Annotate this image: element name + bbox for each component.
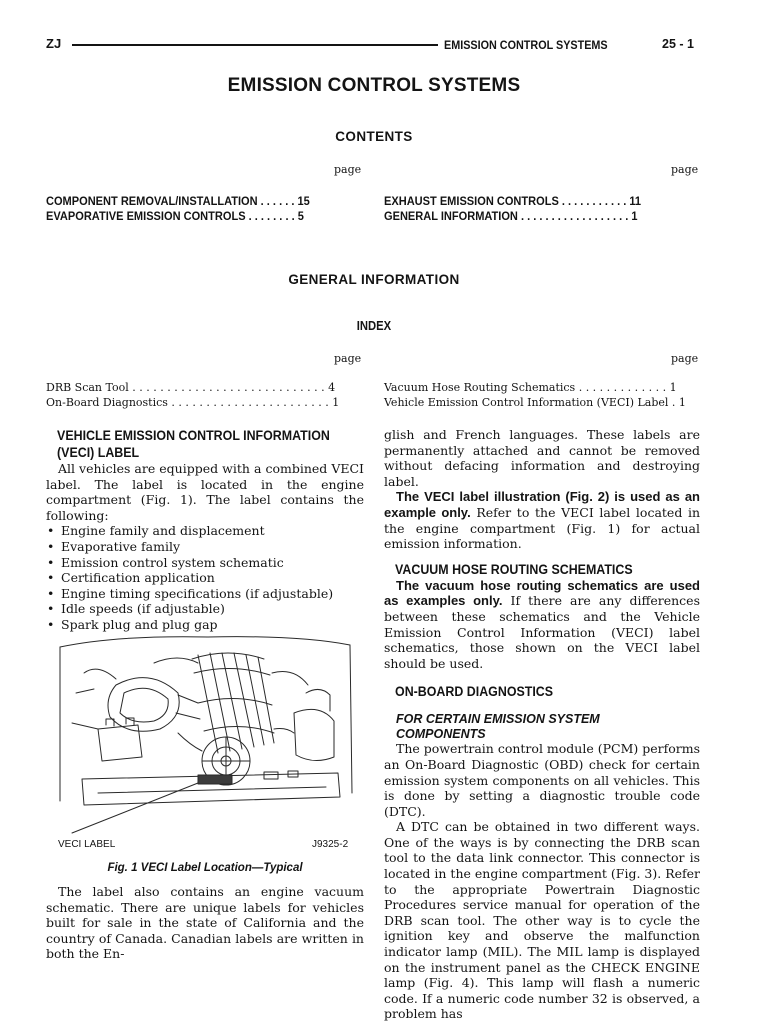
general-information-heading: GENERAL INFORMATION	[288, 272, 460, 287]
list-item: • Evaporative family	[46, 539, 364, 555]
figure-id: J9325-2	[312, 839, 349, 850]
list-item: • Engine family and displacement	[46, 523, 364, 539]
running-header-page-number: 25 - 1	[662, 37, 694, 51]
toc-entry[interactable]	[384, 209, 638, 223]
example-paragraph	[384, 489, 700, 551]
veci-heading-line-1: VEHICLE EMISSION CONTROL INFORMATION	[57, 428, 330, 443]
obd-heading: ON-BOARD DIAGNOSTICS	[395, 684, 554, 700]
toc-entry-page: 11	[629, 194, 642, 208]
index-leader: . . . . . . . . . . . . . . . . . . . . . . .	[167, 396, 333, 409]
engine-compartment-figure	[58, 633, 354, 853]
list-item: • Emission control system schematic	[46, 555, 364, 571]
toc-entry-page: 1	[631, 209, 638, 223]
index-entry-page: 1	[669, 381, 677, 394]
example-emphasis: The VECI label illustration (Fig. 2) is used as an example only.	[384, 489, 700, 520]
toc-entry-label: GENERAL INFORMATION	[384, 209, 518, 223]
index-entry[interactable]	[384, 396, 686, 409]
toc-entry[interactable]	[46, 209, 304, 223]
continued-paragraph: glish and French languages. These labels are permanently attached and cannot be removed without defacing information and destroying label.	[384, 427, 700, 489]
obd-subheading-line-1: FOR CERTAIN EMISSION SYSTEM	[396, 712, 600, 727]
obd-subheading-line-2: COMPONENTS	[396, 726, 486, 741]
right-column	[384, 427, 700, 1022]
index-entry[interactable]	[384, 381, 677, 394]
toc-entry[interactable]	[46, 194, 310, 208]
index-leader: . . . . . . . . . . . . . . . . . . . . . . . . . . . .	[128, 381, 329, 394]
veci-contents-list	[46, 523, 364, 632]
running-header-section: EMISSION CONTROL SYSTEMS	[444, 38, 608, 52]
index-entry-page: 1	[678, 396, 686, 409]
left-column-continued	[46, 884, 364, 962]
index-entry-label: Vacuum Hose Routing Schematics	[384, 381, 576, 394]
header-rule	[72, 44, 438, 46]
toc-leader: . . . . . . . .	[245, 209, 298, 223]
index-entry-page: 4	[328, 381, 336, 394]
toc-entry-label: EVAPORATIVE EMISSION CONTROLS	[46, 209, 246, 223]
index-entry-label: DRB Scan Tool	[46, 381, 129, 394]
toc-entry-label: EXHAUST EMISSION CONTROLS	[384, 194, 559, 208]
running-header-left: ZJ	[46, 36, 62, 51]
index-entry-page: 1	[332, 396, 340, 409]
index-page-label-right: page	[671, 352, 699, 365]
toc-leader: . . . . . .	[257, 194, 298, 208]
contents-heading: CONTENTS	[335, 129, 413, 144]
example-text: Refer to the VECI label located in the engine compartment (Fig. 1) for actual emission information.	[384, 504, 701, 552]
index-entry-label: Vehicle Emission Control Information (VECI) Label	[384, 396, 669, 409]
page-title: EMISSION CONTROL SYSTEMS	[227, 75, 521, 96]
list-item: • Certification application	[46, 570, 364, 586]
toc-entry[interactable]	[384, 194, 641, 208]
obd-paragraph-1: The powertrain control module (PCM) performs an On-Board Diagnostic (OBD) check for certain emission system components on all vehicles. This is done by setting a diagnostic trouble code (DTC).	[384, 741, 700, 819]
toc-leader: . . . . . . . . . . .	[558, 194, 630, 208]
vacuum-hose-heading: VACUUM HOSE ROUTING SCHEMATICS	[395, 561, 633, 577]
list-item: • Idle speeds (if adjustable)	[46, 601, 364, 617]
index-entry[interactable]	[46, 396, 339, 409]
figure-label-veci: VECI LABEL	[58, 839, 116, 850]
vacuum-text: If there are any differences between these schematics and the Vehicle Emission Control Information (VECI) label schematics, those shown on the VECI label should be used.	[384, 593, 700, 671]
left-column	[46, 427, 364, 633]
list-item: • Spark plug and plug gap	[46, 617, 364, 633]
index-leader: .	[668, 396, 679, 409]
contents-page-label-left: page	[334, 163, 362, 176]
figure-caption: Fig. 1 VECI Label Location—Typical	[107, 862, 303, 874]
obd-paragraph-2: A DTC can be obtained in two different ways. One of the ways is by connecting the DRB scan tool to the data link connector. This connector is located in the engine compartment (Fig. 3). Refer to the appropriate Powertrain Diagnostic Procedures service manual for operation of the DRB scan tool. The other way is to cycle the ignition key and observe the malfunction indicator lamp (MIL). The MIL lamp is displayed on the instrument panel as the CHECK ENGINE lamp (Fig. 4). This lamp will flash a numeric code. If a numeric code number 32 is observed, a problem has	[384, 819, 700, 1022]
index-entry-label: On-Board Diagnostics	[46, 396, 168, 409]
contents-page-label-right: page	[671, 163, 699, 176]
toc-entry-page: 15	[297, 194, 310, 208]
vacuum-paragraph	[384, 578, 700, 672]
index-heading: INDEX	[356, 319, 392, 333]
veci-paragraph: All vehicles are equipped with a combined VECI label. The label is located in the engine compartment (Fig. 1). The label contains the following:	[46, 461, 364, 523]
list-item: • Engine timing specifications (if adjustable)	[46, 586, 364, 602]
toc-entry-page: 5	[297, 209, 304, 223]
vacuum-emphasis: The vacuum hose routing schematics are used as examples only.	[384, 577, 700, 609]
toc-leader: . . . . . . . . . . . . . . . . . .	[517, 209, 632, 223]
index-leader: . . . . . . . . . . . . .	[575, 381, 670, 394]
index-entry[interactable]	[46, 381, 335, 394]
label-paragraph: The label also contains an engine vacuum schematic. There are unique labels for vehicles built for sale in the state of California and the country of Canada. Canadian labels are written in both the En-	[46, 884, 364, 962]
toc-entry-label: COMPONENT REMOVAL/INSTALLATION	[46, 194, 258, 208]
veci-heading-line-2: (VECI) LABEL	[57, 445, 140, 460]
index-page-label-left: page	[334, 352, 362, 365]
